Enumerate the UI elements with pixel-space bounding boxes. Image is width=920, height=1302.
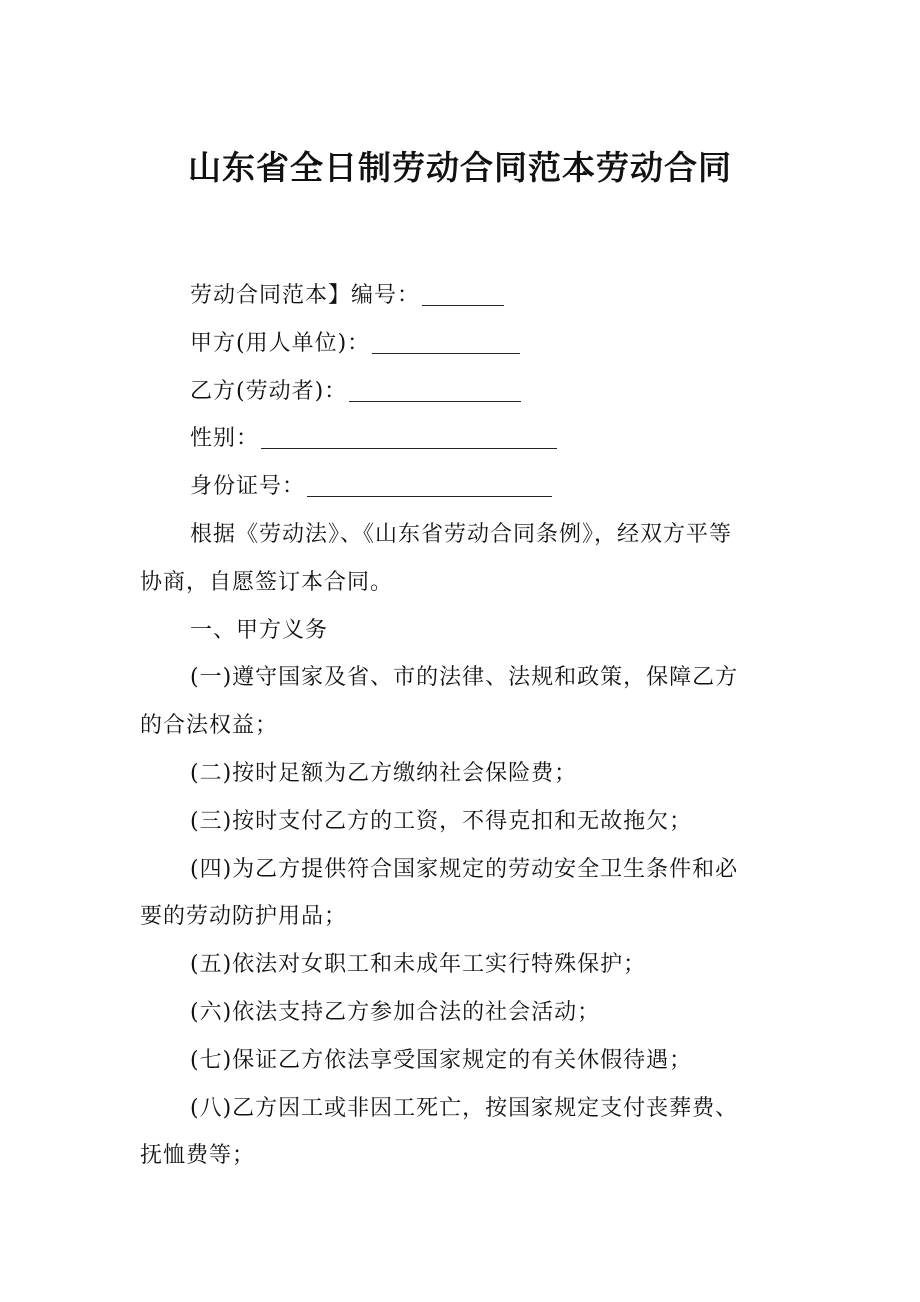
section-heading: 一、甲方义务 bbox=[190, 617, 329, 643]
party-b-label: 乙方(劳动者)： bbox=[190, 378, 348, 404]
document-title: 山东省全日制劳动合同范本劳动合同 bbox=[188, 148, 732, 187]
obligation-item-1-line-1: (一)遵守国家及省、市的法律、法规和政策，保障乙方 bbox=[190, 665, 739, 691]
party-a-label: 甲方(用人单位)： bbox=[190, 330, 371, 356]
obligation-item-4-line-2: 要的劳动防护用品； bbox=[140, 904, 348, 930]
gender-blank[interactable] bbox=[261, 422, 557, 449]
id-number-blank[interactable] bbox=[307, 470, 552, 497]
contract-number-line bbox=[140, 272, 800, 320]
id-number-line bbox=[140, 463, 800, 511]
contract-number-label: 劳动合同范本】编号： bbox=[190, 283, 421, 308]
party-b-blank[interactable] bbox=[349, 375, 521, 402]
obligation-item-8-line-1: (八)乙方因工或非因工死亡，按国家规定支付丧葬费、 bbox=[190, 1095, 739, 1121]
obligation-item-7: (七)保证乙方依法享受国家规定的有关休假待遇； bbox=[190, 1047, 693, 1073]
id-number-label: 身份证号： bbox=[190, 474, 306, 500]
obligation-item-1-line-2: 的合法权益； bbox=[140, 713, 279, 739]
gender-line bbox=[140, 415, 800, 463]
obligation-item-6: (六)依法支持乙方参加合法的社会活动； bbox=[190, 999, 601, 1025]
obligation-item-4-line-1: (四)为乙方提供符合国家规定的劳动安全卫生条件和必 bbox=[190, 856, 739, 882]
intro-line-2: 协商，自愿签订本合同。 bbox=[140, 569, 394, 595]
gender-label: 性别： bbox=[190, 426, 260, 452]
document-body bbox=[140, 272, 800, 1180]
party-a-blank[interactable] bbox=[372, 327, 520, 354]
obligation-item-3: (三)按时支付乙方的工资，不得克扣和无故拖欠； bbox=[190, 808, 693, 834]
intro-line-1: 根据《劳动法》、《山东省劳动合同条例》，经双方平等 bbox=[190, 521, 733, 547]
obligation-item-5: (五)依法对女职工和未成年工实行特殊保护； bbox=[190, 952, 647, 978]
obligation-item-2: (二)按时足额为乙方缴纳社会保险费； bbox=[190, 760, 578, 786]
obligation-item-8-line-2: 抚恤费等； bbox=[140, 1143, 256, 1169]
party-a-line bbox=[140, 320, 800, 368]
contract-number-blank[interactable] bbox=[422, 279, 504, 306]
party-b-line bbox=[140, 368, 800, 416]
